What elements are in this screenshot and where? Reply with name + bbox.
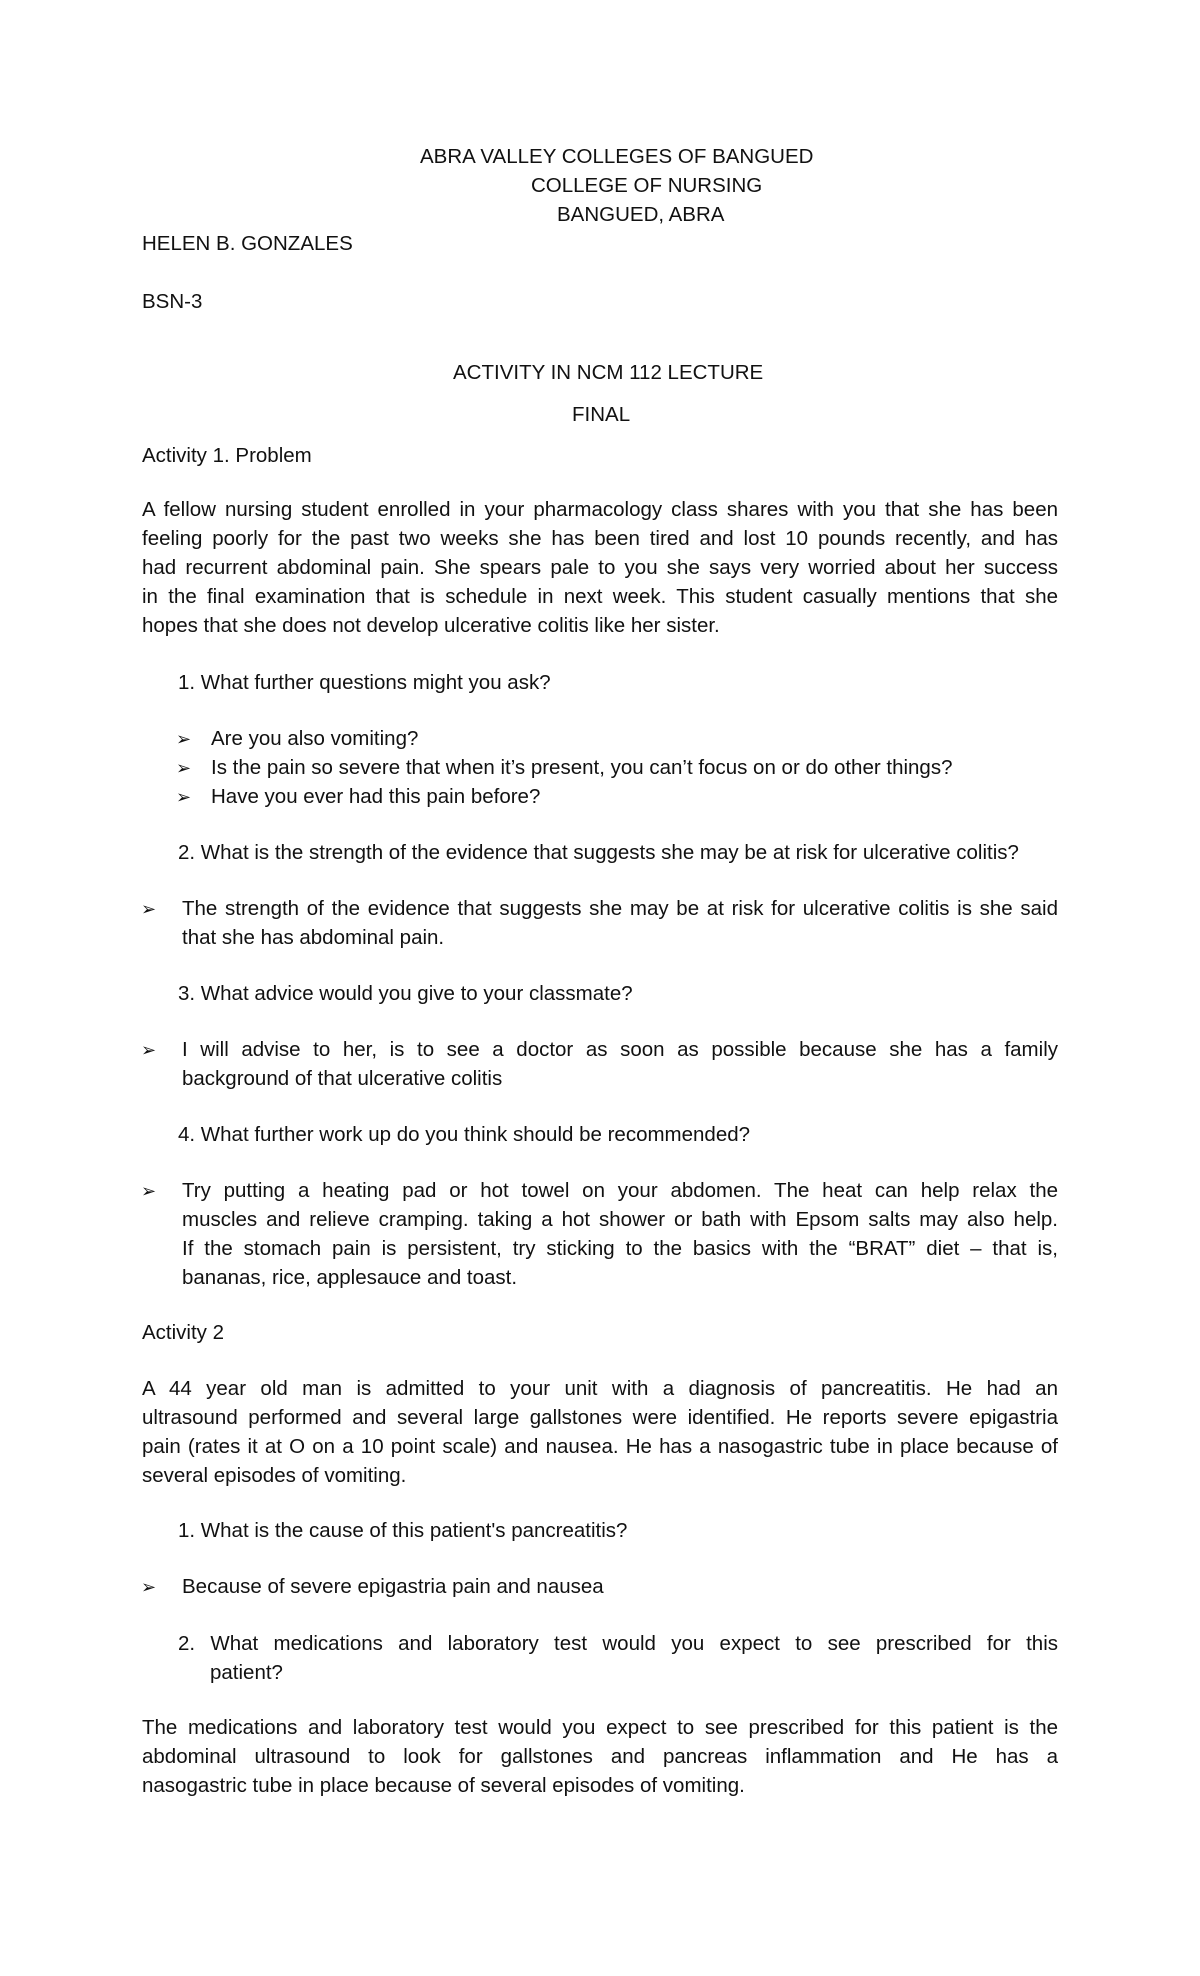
activity1-question-1: 1. What further questions might you ask?: [178, 671, 551, 694]
school-name: ABRA VALLEY COLLEGES OF BANGUED: [420, 145, 814, 168]
answer-line: muscles and relieve cramping. taking a hot shower or bath with Epsom salts may also help.: [182, 1208, 1058, 1231]
answer-line: If the stomach pain is persistent, try sticking to the basics with the “BRAT” diet – that is,: [182, 1237, 1058, 1260]
arrow-bullet-icon: ➢: [141, 1040, 157, 1061]
answer-line: I will advise to her, is to see a doctor as soon as possible because she has a family: [182, 1038, 1058, 1061]
scenario-line: pain (rates it at O on a 10 point scale) and nausea. He has a nasogastric tube in place because of: [142, 1435, 1058, 1458]
term-label: FINAL: [572, 403, 631, 426]
activity1-answer-2: [182, 894, 1058, 952]
activity1-question-3: 3. What advice would you give to your classmate?: [178, 982, 633, 1005]
scenario-line: several episodes of vomiting.: [142, 1464, 407, 1487]
question-line: 2. What medications and laboratory test would you expect to see prescribed for this: [178, 1632, 1058, 1655]
scenario-line: feeling poorly for the past two weeks she has been tired and lost 10 pounds recently, and has: [142, 527, 1058, 550]
student-name: HELEN B. GONZALES: [142, 232, 353, 255]
answer-line: Try putting a heating pad or hot towel on your abdomen. The heat can help relax the: [182, 1179, 1058, 1202]
answer-line: abdominal ultrasound to look for gallstones and pancreas inflammation and He has a: [142, 1745, 1058, 1768]
activity2-question-1: 1. What is the cause of this patient's pancreatitis?: [178, 1519, 628, 1542]
activity2-answer-1: Because of severe epigastria pain and nausea: [182, 1575, 604, 1598]
question-line: patient?: [210, 1661, 283, 1684]
activity1-scenario: [142, 495, 1058, 640]
arrow-bullet-icon: ➢: [176, 758, 192, 779]
answer-line: nasogastric tube in place because of several episodes of vomiting.: [142, 1774, 745, 1797]
q1-bullet-item: Have you ever had this pain before?: [211, 785, 541, 808]
arrow-bullet-icon: ➢: [176, 787, 192, 808]
answer-line: bananas, rice, applesauce and toast.: [182, 1266, 518, 1289]
activity2-answer-2: [142, 1713, 1058, 1800]
activity1-answer-4: [182, 1176, 1058, 1292]
scenario-line: hopes that she does not develop ulcerative colitis like her sister.: [142, 614, 720, 637]
answer-line: The medications and laboratory test would you expect to see prescribed for this patient is the: [142, 1716, 1058, 1739]
q1-bullet-item: Are you also vomiting?: [211, 727, 419, 750]
answer-line: The strength of the evidence that suggests she may be at risk for ulcerative colitis is she said: [182, 897, 1058, 920]
student-course: BSN-3: [142, 290, 203, 313]
activity1-answer-3: [182, 1035, 1058, 1093]
activity-title: ACTIVITY IN NCM 112 LECTURE: [453, 361, 764, 384]
activity2-question-2: [178, 1629, 1058, 1687]
arrow-bullet-icon: ➢: [141, 899, 157, 920]
activity2-heading: Activity 2: [142, 1321, 225, 1344]
activity1-question-4: 4. What further work up do you think should be recommended?: [178, 1123, 751, 1146]
scenario-line: had recurrent abdominal pain. She spears pale to you she says very worried about her success: [142, 556, 1058, 579]
activity1-heading: Activity 1. Problem: [142, 444, 312, 467]
arrow-bullet-icon: ➢: [176, 729, 192, 750]
college-name: COLLEGE OF NURSING: [531, 174, 763, 197]
activity2-scenario: [142, 1374, 1058, 1490]
scenario-line: A 44 year old man is admitted to your unit with a diagnosis of pancreatitis. He had an: [142, 1377, 1058, 1400]
scenario-line: ultrasound performed and several large gallstones were identified. He reports severe epigastria: [142, 1406, 1058, 1429]
scenario-line: in the final examination that is schedule in next week. This student casually mentions that she: [142, 585, 1058, 608]
school-location: BANGUED, ABRA: [557, 203, 725, 226]
q1-bullet-item: Is the pain so severe that when it’s present, you can’t focus on or do other things?: [211, 756, 953, 779]
arrow-bullet-icon: ➢: [141, 1181, 157, 1202]
answer-line: that she has abdominal pain.: [182, 926, 445, 949]
scenario-line: A fellow nursing student enrolled in your pharmacology class shares with you that she has been: [142, 498, 1058, 521]
activity1-question-2: 2. What is the strength of the evidence that suggests she may be at risk for ulcerative colitis?: [178, 841, 1019, 864]
answer-line: background of that ulcerative colitis: [182, 1067, 503, 1090]
arrow-bullet-icon: ➢: [141, 1577, 157, 1598]
